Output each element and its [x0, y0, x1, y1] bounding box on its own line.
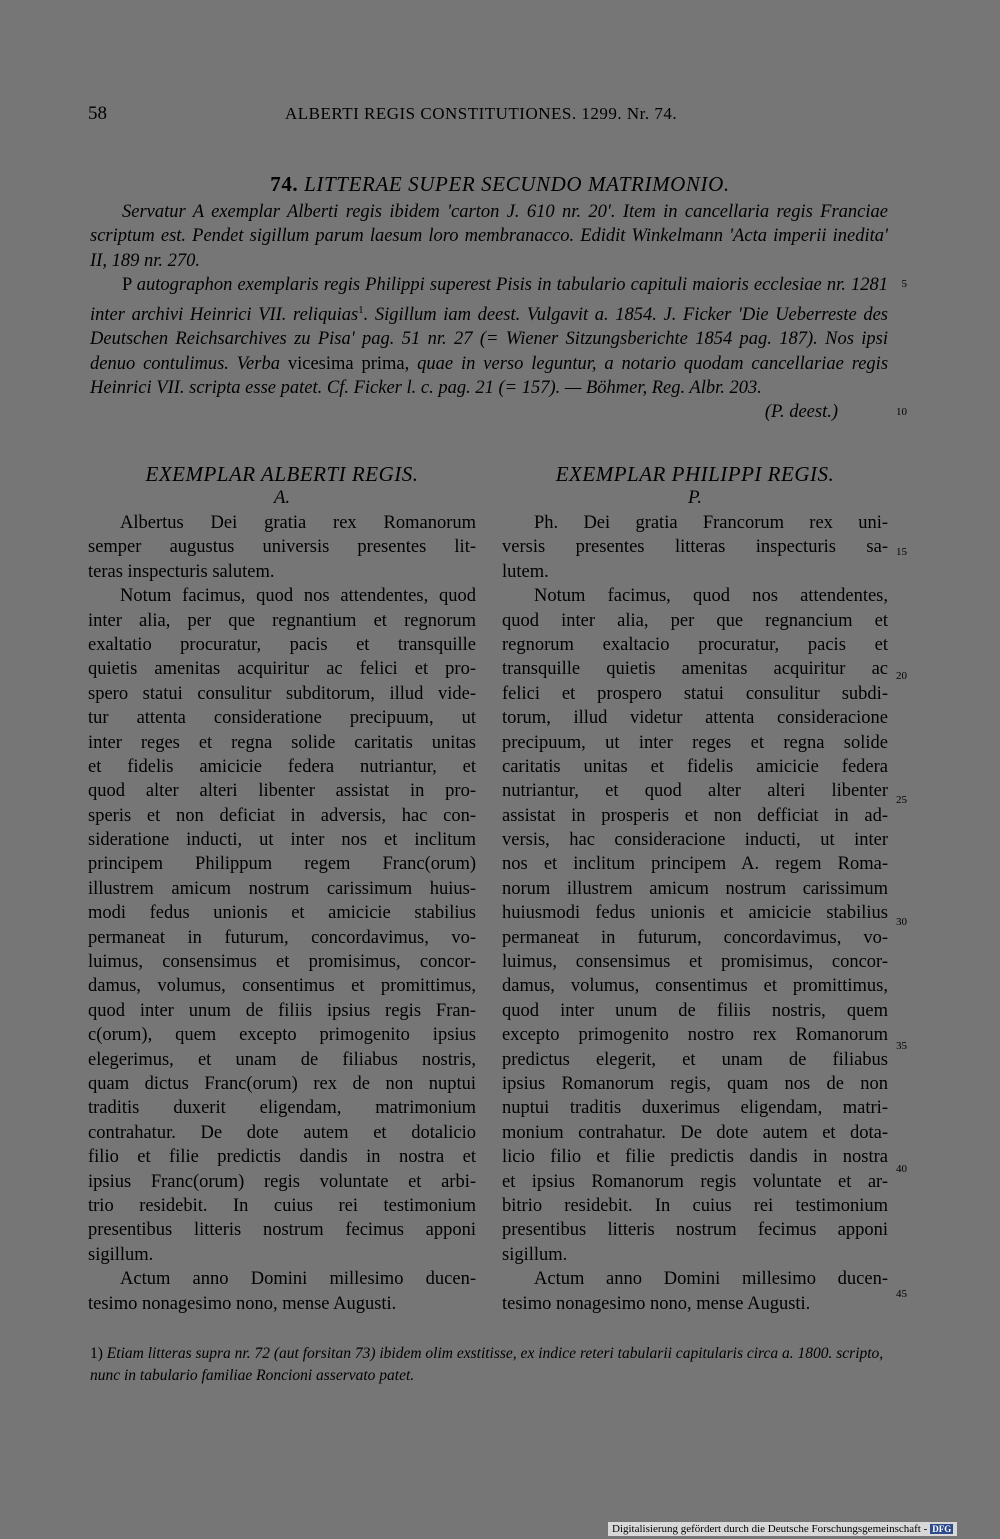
text-line: felici et prospero statui consulitur subdi- [502, 683, 888, 704]
text-line: regnorum exaltacio procuratur, pacis et [502, 634, 888, 655]
footnote-ref: 1 [358, 303, 364, 316]
text-line: damus, volumus, consentimus et promittimus, [502, 976, 888, 997]
intro-text-2a: autographon exemplaris regis Philippi superest Pisis in tabulario capituli maioris ecclesiae nr. 1281 inter archivi Heinrici VII. reliquias [90, 275, 888, 325]
text-line: elegerimus, et unam de filiabus nostris, [88, 1049, 476, 1070]
text-line: norum illustrem amicum nostrum carissimum [502, 878, 888, 899]
text-line: permaneat in futurum, concordavimus, vo- [88, 927, 476, 948]
text-line: ipsius Romanorum regis, quam nos de non [502, 1073, 888, 1094]
intro-paragraph-1 [90, 200, 888, 273]
line-number: 30 [896, 916, 907, 928]
digitization-credit [608, 1522, 957, 1536]
right-column-heading: EXEMPLAR PHILIPPI REGIS. [555, 462, 835, 486]
text-line: Notum facimus, quod nos attendentes, [534, 586, 888, 607]
text-line: semper augustus universis presentes lit- [88, 537, 476, 558]
text-line: exaltatio procuratur, pacis et transquille [88, 634, 476, 655]
text-line: predictus elegerit, et unam de filiabus [502, 1049, 888, 1070]
text-line: Actum anno Domini millesimo ducen- [120, 1269, 476, 1290]
footnote [90, 1343, 888, 1387]
text-line: quod inter alia, per que regnancium et [502, 610, 888, 631]
running-title: ALBERTI REGIS CONSTITUTIONES. 1299. Nr. 74. [285, 104, 678, 123]
credit-text: Digitalisierung gefördert durch die Deutsche Forschungsgemeinschaft - [612, 1523, 928, 1535]
dfg-logo: DFG [932, 1524, 952, 1534]
text-line: excepto primogenito nostro rex Romanorum [502, 1025, 888, 1046]
text-line: nuptui traditis duxerimus eligendam, matri- [502, 1098, 888, 1119]
text-line: et fidelis amicicie federa nutriantur, et [88, 756, 476, 777]
text-line: filio et filie predictis dandis in nostra et [88, 1147, 476, 1168]
text-line: lutem. [502, 561, 549, 582]
right-column-text [502, 511, 888, 1316]
text-line: tesimo nonagesimo nono, mense Augusti. [88, 1293, 397, 1314]
intro-text-2b: . Sigillum iam deest. Vulgavit a. 1854. J. Ficker 'Die Ueberreste des Deutschen Reichsarchives zu Pisa' pag. 51 nr. 27 (= Wiener Sitzungsberichte 1854 pag. 187). Nos ipsi denuo contulimus. Verba [90, 304, 888, 374]
text-line: bitrio residebit. In cuius rei testimonium [502, 1195, 888, 1216]
line-number: 15 [896, 546, 907, 558]
text-line: speris et non deficiat in adversis, hac con- [88, 805, 476, 826]
text-line: sideratione inducti, ut inter nos et inclitum [88, 830, 476, 851]
line-number: 45 [896, 1288, 907, 1300]
right-column-siglum: P. [688, 487, 702, 508]
line-number: 20 [896, 670, 907, 682]
text-line: monium contrahatur. De dote autem et dota- [502, 1122, 888, 1143]
text-line: trio residebit. In cuius rei testimonium [88, 1195, 476, 1216]
text-line: precipuum, ut inter reges et regna solide [502, 732, 888, 753]
text-line: versis presentes litteras inspecturis sa- [502, 537, 888, 558]
text-line: inter alia, per que regnantium et regnorum [88, 610, 476, 631]
text-line: contrahatur. De dote autem et dotalicio [88, 1122, 476, 1143]
text-line: quam dictus Franc(orum) rex de non nuptui [88, 1073, 476, 1094]
text-line: tesimo nonagesimo nono, mense Augusti. [502, 1293, 811, 1314]
text-line: caritatis unitas et fidelis amicicie federa [502, 756, 888, 777]
text-line: illustrem amicum nostrum carissimum huius- [88, 878, 476, 899]
text-line: teras inspecturis salutem. [88, 561, 275, 582]
text-line: Ph. Dei gratia Francorum rex uni- [534, 513, 888, 533]
left-column-siglum: A. [273, 487, 291, 508]
footnote-marker: 1) [90, 1345, 103, 1362]
deest-note: (P. deest.) [764, 402, 838, 423]
line-number: 35 [896, 1040, 907, 1052]
line-number: 25 [896, 794, 907, 806]
left-column [88, 462, 476, 1316]
text-line: modi fedus unionis et amicicie stabilius [88, 903, 476, 924]
text-line: quod inter unum de filiis nostris, quem [502, 1000, 888, 1021]
text-line: traditis duxerit eligendam, matrimonium [88, 1098, 476, 1119]
line-number: 40 [896, 1163, 907, 1175]
text-line: Notum facimus, quod nos attendentes, quod [120, 586, 476, 607]
intro-text-1: Servatur A exemplar Alberti regis ibidem 'carton J. 610 nr. 20'. Item in cancellaria regis Franciae scriptum est. Pendet sigillum parum laesum loro membranacco. Edidit Winkelmann 'Acta imperii inedita' II, 189 nr. 270. [90, 202, 888, 271]
text-line: licio filio et filie predictis dandis in nostra [502, 1147, 888, 1168]
document-number: 74. [270, 172, 299, 196]
text-line: quod alter alteri libenter assistat in pro- [88, 781, 476, 802]
text-line: spero statui consulitur subditorum, illud vide- [88, 683, 476, 704]
intro-siglum: P [122, 275, 132, 296]
text-line: assistat in prosperis et non defficiat in ad- [502, 805, 888, 826]
line-number: 5 [901, 278, 907, 290]
text-line: permaneat in futurum, concordavimus, vo- [502, 927, 888, 948]
text-line: inter reges et regna solide caritatis unitas [88, 732, 476, 753]
text-line: ipsius Franc(orum) regis voluntate et arbi- [88, 1171, 476, 1192]
text-line: transquille quietis amenitas acquiritur ac [502, 659, 888, 680]
document-title-text: LITTERAE SUPER SECUNDO MATRIMONIO. [304, 172, 730, 196]
left-column-text [88, 511, 476, 1316]
text-line: nos et inclitum principem A. regem Roma- [502, 854, 888, 875]
right-column [502, 462, 888, 1316]
text-line: principem Philippum regem Franc(orum) [88, 854, 476, 875]
page-number: 58 [88, 103, 107, 124]
left-column-heading: EXEMPLAR ALBERTI REGIS. [145, 462, 419, 486]
intro-text-2d: quae in verso leguntur, a notario quodam cancellariae regis Heinrici VII. scripta esse patet. Cf. Ficker l. c. pag. 21 (= 157). — Böhmer, Reg. Albr. 203. [90, 353, 889, 398]
text-line: et ipsius Romanorum regis voluntate et ar- [502, 1171, 888, 1192]
text-line: torum, illud videtur attenta consideracione [502, 708, 888, 729]
text-line: presentibus litteris nostrum fecimus apponi [88, 1220, 476, 1241]
footnote-text: Etiam litteras supra nr. 72 (aut forsitan 73) ibidem olim exstitisse, ex indice reteri tabularii capitularis circa a. 1800. scripto, nunc in tabulario familiae Roncioni asservato patet. [90, 1345, 884, 1384]
text-line: quod inter unum de filiis ipsius regis Fran- [88, 1000, 476, 1021]
text-line: sigillum. [502, 1244, 568, 1265]
line-number: 10 [896, 406, 907, 418]
text-line: luimus, consensimus et promisimus, concor- [502, 952, 888, 973]
text-line: tur attenta consideratione precipuum, ut [88, 708, 476, 729]
text-line: presentibus litteris nostrum fecimus apponi [502, 1220, 888, 1241]
text-line: Actum anno Domini millesimo ducen- [534, 1269, 888, 1290]
text-line: luimus, consensimus et promisimus, concor- [88, 952, 476, 973]
text-line: nutriantur, et quod alter alteri libenter [502, 781, 888, 802]
text-line: versis, hac consideracione inducti, ut inter [502, 830, 888, 851]
text-line: huiusmodi fedus unionis et amicicie stabilius [502, 903, 888, 924]
intro-text-2c: vicesima prima, [287, 353, 410, 374]
intro-paragraph-2 [90, 273, 888, 400]
text-line: Albertus Dei gratia rex Romanorum [120, 513, 476, 533]
text-line: c(orum), quem excepto primogenito ipsius [88, 1025, 476, 1046]
text-line: sigillum. [88, 1244, 154, 1265]
text-line: quietis amenitas acquiritur ac felici et pro- [88, 659, 476, 680]
text-line: damus, volumus, consentimus et promittimus, [88, 976, 476, 997]
document-title [0, 172, 1000, 197]
introduction [90, 200, 888, 425]
